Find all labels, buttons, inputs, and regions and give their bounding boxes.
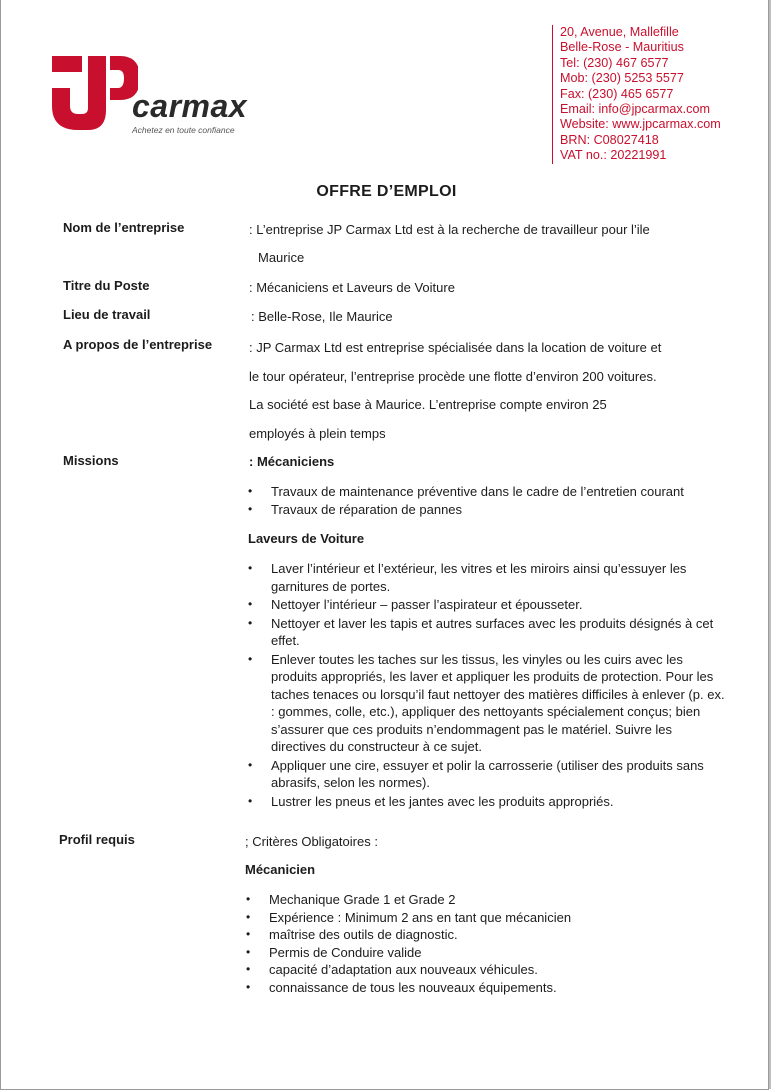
contact-brn: BRN: C08027418 [560,132,659,147]
company-logo [48,48,258,138]
washers-mission-list [248,560,726,810]
contact-email: Email: info@jpcarmax.com [560,102,710,117]
washers-heading: Laveurs de Voiture [248,531,365,546]
logo-wordmark: carmax [132,88,248,124]
about-line: le tour opérateur, l’entreprise procède une flotte d’environ 200 voitures. [249,369,657,384]
mechanics-mission-list [248,483,718,518]
about-line: employés à plein temps [249,426,386,441]
contact-mobile: Mob: (230) 5253 5577 [560,71,684,86]
list-item: • Nettoyer et laver les tapis et autres surfaces avec les produits désignés à cet effet. [248,615,726,650]
logo-tagline: Achetez en toute confiance [132,125,235,135]
contact-city: Belle-Rose - Mauritius [560,40,684,55]
mechanic-profile-heading: Mécanicien [245,862,316,877]
list-item: • Lustrer les pneus et les jantes avec les produits appropriés. [248,793,726,811]
list-item: • Travaux de maintenance préventive dans le cadre de l’entretien courant [248,483,718,501]
location-label: Lieu de travail [63,307,151,322]
contact-tel: Tel: (230) 467 6577 [560,55,669,70]
jp-logo-mark-icon [48,48,138,134]
list-item: • maîtrise des outils de diagnostic. [246,926,716,944]
profile-label: Profil requis [59,832,135,847]
list-item: • Travaux de réparation de pannes [248,501,718,519]
contact-address: 20, Avenue, Mallefille [560,25,679,39]
contact-website: Website: www.jpcarmax.com [560,117,721,132]
company-label: Nom de l’entreprise [63,220,185,235]
about-line: La société est base à Maurice. L’entreprise compte environ 25 [249,397,607,412]
page-title: OFFRE D’EMPLOI [316,183,457,200]
list-item: • connaissance de tous les nouveaux équipements. [246,979,716,997]
list-item: • Mechanique Grade 1 et Grade 2 [246,891,716,909]
mechanics-heading: : Mécaniciens [249,454,335,469]
list-item: • Expérience : Minimum 2 ans en tant que mécanicien [246,909,716,927]
contact-block [552,25,770,164]
about-label: A propos de l’entreprise [63,337,213,352]
job-title-label: Titre du Poste [63,278,150,293]
contact-fax: Fax: (230) 465 6577 [560,86,674,101]
list-item: • capacité d’adaptation aux nouveaux véhicules. [246,961,716,979]
location-value: : Belle-Rose, Ile Maurice [251,309,393,324]
list-item: • Enlever toutes les taches sur les tissus, les vinyles ou les cuirs avec les produits appropriés, les laver et appliquer les produits de protection. Pour les taches tenaces ou lorsqu’il faut nettoyer des matières difficiles à enlever (p. ex. : gommes, colle, etc.), appliquer des nettoyants spécialement conçus; bien s’assurer que ces produits n’endommagent pas le matériel. Suivre les directives du constructeur à ce sujet. [248,651,726,756]
mechanic-profile-list [246,891,716,996]
job-title-value: : Mécaniciens et Laveurs de Voiture [249,280,455,295]
list-item: • Nettoyer l’intérieur – passer l’aspirateur et épousseter. [248,596,726,614]
list-item: • Permis de Conduire valide [246,944,716,962]
company-value-line1: : L’entreprise JP Carmax Ltd est à la recherche de travailleur pour l’ile [249,222,650,237]
list-item: • Appliquer une cire, essuyer et polir la carrosserie (utiliser des produits sans abrasifs, selon les normes). [248,757,726,792]
criteria-heading: ; Critères Obligatoires : [245,834,378,849]
contact-vat: VAT no.: 20221991 [560,148,667,163]
list-item: • Laver l’intérieur et l’extérieur, les vitres et les miroirs ainsi qu’essuyer les garnitures de portes. [248,560,726,595]
missions-label: Missions [63,453,119,468]
company-value-line2: Maurice [258,250,305,265]
about-line: : JP Carmax Ltd est entreprise spécialisée dans la location de voiture et [249,340,662,355]
